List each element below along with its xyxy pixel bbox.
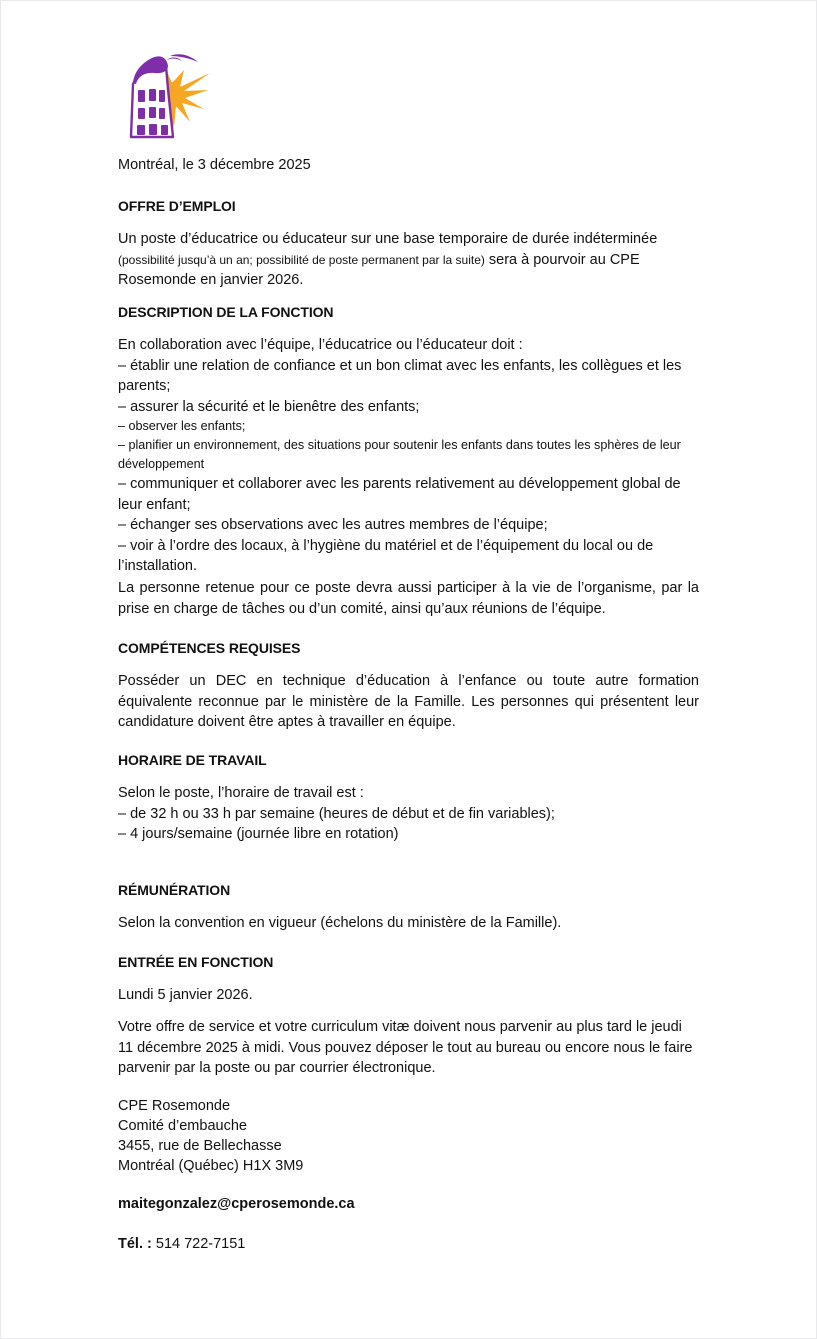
section-horaire [118,750,699,770]
duties-block [118,335,699,577]
section-competences [118,638,699,658]
duty-item: – voir à l’ordre des locaux, à l’hygiène du matériel et de l’équipement du local ou de l’installation. [118,537,654,574]
horaire-intro: Selon le poste, l’horaire de travail est : [118,785,364,801]
heading-offre-emploi: OFFRE D’EMPLOI [118,198,236,214]
duty-item: – observer les enfants; [118,419,246,433]
heading-horaire: HORAIRE DE TRAVAIL [118,752,267,768]
heading-entree-fonction: ENTRÉE EN FONCTION [118,954,274,970]
paragraph-poste [118,229,699,291]
heading-description: DESCRIPTION DE LA FONCTION [118,304,334,320]
dateline: Montréal, le 3 décembre 2025 [118,157,311,173]
poste-text-part1: Un poste d’éducatrice ou éducateur sur une base temporaire de durée indéterminée [118,231,658,247]
contact-email-row [118,1194,699,1214]
duty-item: – planifier un environnement, des situations pour soutenir les enfants dans toutes les sphères de leur développement [118,438,681,471]
heading-competences: COMPÉTENCES REQUISES [118,640,301,656]
section-remuneration [118,880,699,900]
paragraph-personne-retenue [118,578,699,619]
poste-text-small: (possibilité jusqu’à un an; possibilité de poste permanent par la suite) [118,252,485,267]
section-offre-emploi [118,196,699,216]
duty-item: – échanger ses observations avec les autres membres de l’équipe; [118,517,548,533]
heading-remuneration: RÉMUNÉRATION [118,882,231,898]
horaire-item: – 4 jours/semaine (journée libre en rotation) [118,826,399,842]
personne-retenue-text: La personne retenue pour ce poste devra aussi participer à la vie de l’organisme, par la prise en charge de tâches ou d’un comité, ainsi qu’aux réunions de l’équipe. [118,580,699,617]
cpe-rosemonde-logo [118,49,213,141]
paragraph-poste-text [118,229,699,291]
poste-text-part2: sera à pourvoir au CPE Rosemonde en janvier 2026. [118,251,640,288]
contact-street: 3455, rue de Bellechasse [118,1138,282,1154]
contact-organization: CPE Rosemonde [118,1098,231,1114]
horaire-item: – de 32 h ou 33 h par semaine (heures de début et de fin variables); [118,805,555,822]
entree-date [118,985,699,1006]
competences-text: Posséder un DEC en technique d’éducation à l’enfance ou toute autre formation équivalente reconnue par le ministère de la Famille. Les personnes qui présentent leur candidature doivent être aptes à travailler en équipe. [118,673,699,730]
depot-candidature-text: Votre offre de service et votre curriculum vitæ doivent nous parvenir au plus tard le jeudi 11 décembre 2025 à midi. Vous pouvez déposer le tout au bureau ou encore nous le faire parvenir par la poste ou par courrier électronique. [118,1019,693,1076]
entree-date-text: Lundi 5 janvier 2026. [118,987,253,1003]
paragraph-depot-candidature [118,1017,699,1079]
house-windows [137,89,168,135]
duty-item: – établir une relation de confiance et un bon climat avec les enfants, les collègues et les parents; [118,357,682,394]
paragraph-competences [118,671,699,733]
section-entree-fonction [118,952,699,972]
contact-city-postal: Montréal (Québec) H1X 3M9 [118,1158,304,1174]
contact-department: Comité d’embauche [118,1118,247,1134]
smoke-icon [167,54,198,65]
section-description [118,302,699,322]
duties-intro: En collaboration avec l’équipe, l’éducatrice ou l’éducateur doit : [118,337,523,353]
contact-phone-label: Tél. : [118,1236,152,1252]
contact-block [118,1096,699,1176]
contact-phone-row [118,1234,699,1254]
remuneration-text: Selon la convention en vigueur (échelons du ministère de la Famille). [118,915,562,931]
contact-phone-value: 514 722-7151 [155,1236,246,1252]
contact-email-link[interactable]: maitegonzalez@cperosemonde.ca [118,1196,355,1212]
duty-item: – assurer la sécurité et le bienêtre des enfants; [118,398,420,415]
duty-item: – communiquer et collaborer avec les parents relativement au développement global de leur enfant; [118,476,681,513]
horaire-block [118,783,699,845]
paragraph-remuneration [118,913,699,934]
